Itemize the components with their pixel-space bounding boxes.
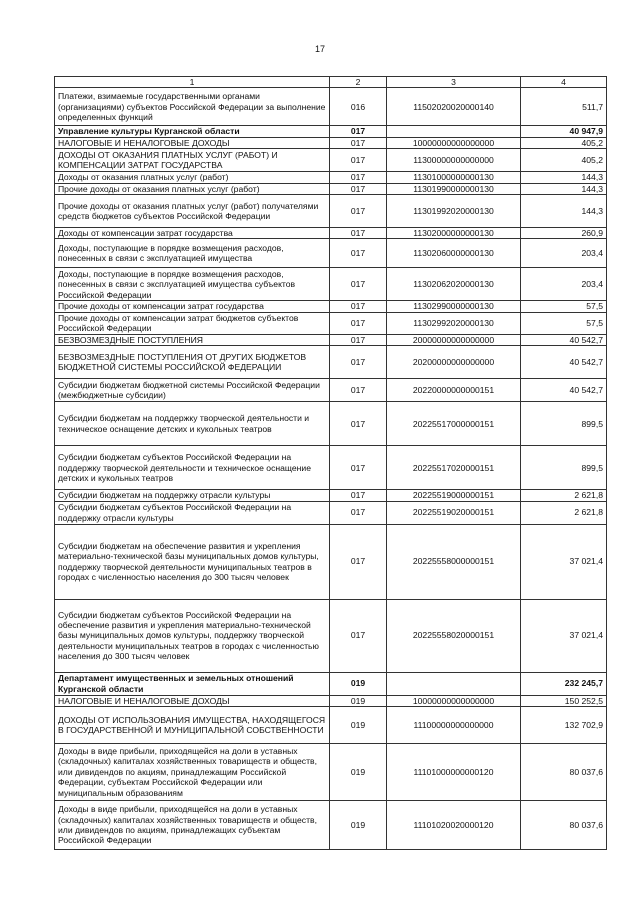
row-amount: 144,3 xyxy=(521,195,607,228)
row-amount: 40 542,7 xyxy=(521,334,607,345)
table-body xyxy=(55,77,607,850)
row-amount: 144,3 xyxy=(521,183,607,194)
row-amount: 40 542,7 xyxy=(521,379,607,402)
row-amount: 203,4 xyxy=(521,239,607,268)
header-col-1: 1 xyxy=(55,77,330,88)
table-row xyxy=(55,268,607,301)
table-row xyxy=(55,707,607,744)
row-name: Доходы от компенсации затрат государства xyxy=(55,228,330,239)
row-revenue-code: 11302060000000130 xyxy=(387,239,521,268)
row-revenue-code: 20000000000000000 xyxy=(387,334,521,345)
row-admin-code: 017 xyxy=(330,446,387,490)
row-name: Субсидии бюджетам субъектов Российской Федерации на поддержку творческой деятельности и техническое оснащение детских и кукольных театров xyxy=(55,446,330,490)
table-row xyxy=(55,126,607,137)
row-amount: 2 621,8 xyxy=(521,490,607,501)
row-name: НАЛОГОВЫЕ И НЕНАЛОГОВЫЕ ДОХОДЫ xyxy=(55,137,330,148)
row-name: Доходы, поступающие в порядке возмещения расходов, понесенных в связи с эксплуатацией имущества xyxy=(55,239,330,268)
row-revenue-code: 11302062020000130 xyxy=(387,268,521,301)
row-admin-code: 019 xyxy=(330,801,387,850)
row-revenue-code: 20225519020000151 xyxy=(387,501,521,524)
row-admin-code: 017 xyxy=(330,379,387,402)
row-revenue-code xyxy=(387,126,521,137)
table-row xyxy=(55,346,607,379)
table-row xyxy=(55,172,607,183)
row-name: НАЛОГОВЫЕ И НЕНАЛОГОВЫЕ ДОХОДЫ xyxy=(55,695,330,706)
row-admin-code: 017 xyxy=(330,172,387,183)
row-admin-code: 017 xyxy=(330,239,387,268)
row-revenue-code: 20200000000000000 xyxy=(387,346,521,379)
row-revenue-code: 11101020020000120 xyxy=(387,801,521,850)
row-name: Прочие доходы от компенсации затрат государства xyxy=(55,301,330,312)
row-revenue-code: 11502020020000140 xyxy=(387,88,521,126)
row-amount: 150 252,5 xyxy=(521,695,607,706)
table-row xyxy=(55,88,607,126)
row-admin-code: 017 xyxy=(330,137,387,148)
table-row xyxy=(55,301,607,312)
row-admin-code: 017 xyxy=(330,490,387,501)
row-admin-code: 017 xyxy=(330,195,387,228)
row-revenue-code: 20225519000000151 xyxy=(387,490,521,501)
row-name: Департамент имущественных и земельных отношений Курганской области xyxy=(55,672,330,695)
row-revenue-code: 11301992020000130 xyxy=(387,195,521,228)
table-row xyxy=(55,228,607,239)
row-admin-code: 017 xyxy=(330,599,387,672)
row-admin-code: 019 xyxy=(330,707,387,744)
row-admin-code: 017 xyxy=(330,346,387,379)
row-admin-code: 017 xyxy=(330,268,387,301)
table-header-row xyxy=(55,77,607,88)
row-revenue-code: 11302992020000130 xyxy=(387,312,521,334)
row-revenue-code xyxy=(387,672,521,695)
header-col-3: 3 xyxy=(387,77,521,88)
row-amount: 203,4 xyxy=(521,268,607,301)
table-row xyxy=(55,501,607,524)
row-revenue-code: 11302000000000130 xyxy=(387,228,521,239)
row-amount: 899,5 xyxy=(521,446,607,490)
row-revenue-code: 10000000000000000 xyxy=(387,695,521,706)
row-admin-code: 017 xyxy=(330,402,387,446)
row-name: Прочие доходы от оказания платных услуг (работ) xyxy=(55,183,330,194)
row-name: Субсидии бюджетам бюджетной системы Российской Федерации (межбюджетные субсидии) xyxy=(55,379,330,402)
row-name: Управление культуры Курганской области xyxy=(55,126,330,137)
page-number: 17 xyxy=(314,44,325,54)
row-amount: 260,9 xyxy=(521,228,607,239)
row-revenue-code: 11301990000000130 xyxy=(387,183,521,194)
row-admin-code: 017 xyxy=(330,334,387,345)
row-admin-code: 017 xyxy=(330,126,387,137)
row-name: Доходы в виде прибыли, приходящейся на доли в уставных (складочных) капиталах хозяйственных товариществ и обществ, или дивидендов по акциям, принадлежащих субъектам Российской Федерации xyxy=(55,801,330,850)
row-name: Прочие доходы от компенсации затрат бюджетов субъектов Российской Федерации xyxy=(55,312,330,334)
row-revenue-code: 10000000000000000 xyxy=(387,137,521,148)
header-col-4: 4 xyxy=(521,77,607,88)
row-revenue-code: 20225558000000151 xyxy=(387,524,521,599)
row-admin-code: 017 xyxy=(330,312,387,334)
table-row xyxy=(55,490,607,501)
row-revenue-code: 11301000000000130 xyxy=(387,172,521,183)
table-row xyxy=(55,672,607,695)
row-revenue-code: 20225517000000151 xyxy=(387,402,521,446)
table-row xyxy=(55,195,607,228)
row-name: Доходы, поступающие в порядке возмещения расходов, понесенных в связи с эксплуатацией имущества субъектов Российской Федерации xyxy=(55,268,330,301)
table-row xyxy=(55,183,607,194)
row-revenue-code: 20225558020000151 xyxy=(387,599,521,672)
table-row xyxy=(55,379,607,402)
row-amount: 2 621,8 xyxy=(521,501,607,524)
row-name: Субсидии бюджетам на поддержку отрасли культуры xyxy=(55,490,330,501)
row-admin-code: 017 xyxy=(330,228,387,239)
row-name: Доходы в виде прибыли, приходящейся на доли в уставных (складочных) капиталах хозяйственных товариществ и обществ, или дивидендов по акциям, принадлежащим Российской Федерации, субъектам Российской Федерации или муниципальным образованиям xyxy=(55,744,330,801)
row-admin-code: 019 xyxy=(330,744,387,801)
row-amount: 37 021,4 xyxy=(521,524,607,599)
row-amount: 899,5 xyxy=(521,402,607,446)
row-revenue-code: 11100000000000000 xyxy=(387,707,521,744)
row-amount: 232 245,7 xyxy=(521,672,607,695)
row-name: Субсидии бюджетам субъектов Российской Федерации на обеспечение развития и укрепления материально-технической базы муниципальных домов культуры, поддержку творческой деятельности муниципальных театров в городах с численностью населения до 300 тысяч человек xyxy=(55,599,330,672)
row-amount: 511,7 xyxy=(521,88,607,126)
row-name: Прочие доходы от оказания платных услуг (работ) получателями средств бюджетов субъектов Российской Федерации xyxy=(55,195,330,228)
table-row xyxy=(55,239,607,268)
table-row xyxy=(55,744,607,801)
row-amount: 40 542,7 xyxy=(521,346,607,379)
row-admin-code: 016 xyxy=(330,88,387,126)
row-admin-code: 017 xyxy=(330,183,387,194)
row-admin-code: 019 xyxy=(330,672,387,695)
table-row xyxy=(55,312,607,334)
row-revenue-code: 11302990000000130 xyxy=(387,301,521,312)
table-row xyxy=(55,149,607,172)
table-row xyxy=(55,599,607,672)
row-revenue-code: 20225517020000151 xyxy=(387,446,521,490)
row-name: Субсидии бюджетам субъектов Российской Федерации на поддержку отрасли культуры xyxy=(55,501,330,524)
row-amount: 57,5 xyxy=(521,312,607,334)
row-admin-code: 017 xyxy=(330,149,387,172)
row-name: ДОХОДЫ ОТ ИСПОЛЬЗОВАНИЯ ИМУЩЕСТВА, НАХОДЯЩЕГОСЯ В ГОСУДАРСТВЕННОЙ И МУНИЦИПАЛЬНОЙ СОБСТВЕННОСТИ xyxy=(55,707,330,744)
row-admin-code: 019 xyxy=(330,695,387,706)
row-admin-code: 017 xyxy=(330,524,387,599)
row-name: Платежи, взимаемые государственными органами (организациями) субъектов Российской Федерации за выполнение определенных функций xyxy=(55,88,330,126)
row-amount: 132 702,9 xyxy=(521,707,607,744)
row-admin-code: 017 xyxy=(330,301,387,312)
table-row xyxy=(55,524,607,599)
row-name: ДОХОДЫ ОТ ОКАЗАНИЯ ПЛАТНЫХ УСЛУГ (РАБОТ) И КОМПЕНСАЦИИ ЗАТРАТ ГОСУДАРСТВА xyxy=(55,149,330,172)
row-amount: 80 037,6 xyxy=(521,744,607,801)
header-col-2: 2 xyxy=(330,77,387,88)
table-row xyxy=(55,695,607,706)
row-amount: 405,2 xyxy=(521,137,607,148)
row-amount: 144,3 xyxy=(521,172,607,183)
row-name: БЕЗВОЗМЕЗДНЫЕ ПОСТУПЛЕНИЯ xyxy=(55,334,330,345)
row-name: БЕЗВОЗМЕЗДНЫЕ ПОСТУПЛЕНИЯ ОТ ДРУГИХ БЮДЖЕТОВ БЮДЖЕТНОЙ СИСТЕМЫ РОССИЙСКОЙ ФЕДЕРАЦИИ xyxy=(55,346,330,379)
row-admin-code: 017 xyxy=(330,501,387,524)
row-name: Субсидии бюджетам на обеспечение развития и укрепления материально-технической базы муниципальных домов культуры, поддержку творческой деятельности муниципальных театров в городах с численностью населения до 300 тысяч человек xyxy=(55,524,330,599)
table-row xyxy=(55,137,607,148)
row-revenue-code: 11101000000000120 xyxy=(387,744,521,801)
revenue-table xyxy=(54,76,607,850)
table-row xyxy=(55,446,607,490)
row-amount: 40 947,9 xyxy=(521,126,607,137)
row-amount: 80 037,6 xyxy=(521,801,607,850)
row-amount: 37 021,4 xyxy=(521,599,607,672)
table-row xyxy=(55,334,607,345)
row-revenue-code: 11300000000000000 xyxy=(387,149,521,172)
table-row xyxy=(55,801,607,850)
row-amount: 57,5 xyxy=(521,301,607,312)
row-revenue-code: 20220000000000151 xyxy=(387,379,521,402)
row-name: Субсидии бюджетам на поддержку творческой деятельности и техническое оснащение детских и кукольных театров xyxy=(55,402,330,446)
row-amount: 405,2 xyxy=(521,149,607,172)
table-row xyxy=(55,402,607,446)
row-name: Доходы от оказания платных услуг (работ) xyxy=(55,172,330,183)
